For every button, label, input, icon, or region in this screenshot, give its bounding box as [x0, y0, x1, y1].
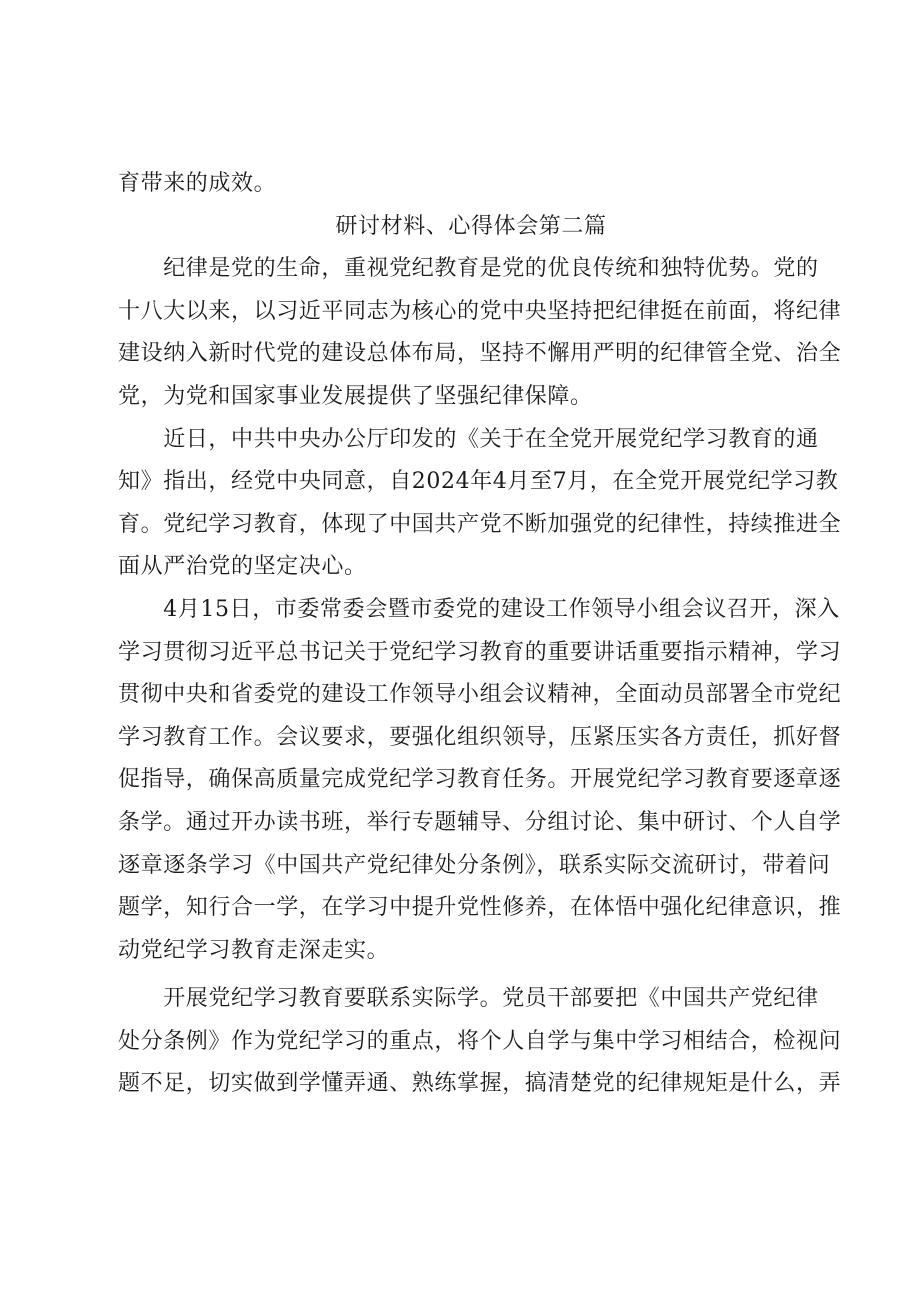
paragraph-line: 促指导，确保高质量完成党纪学习教育任务。开展党纪学习教育要逐章逐 [118, 767, 842, 793]
paragraph-line: 题学，知行合一学，在学习中提升党性修养，在体悟中强化纪律意识，推 [118, 895, 842, 921]
opening-fragment: 育带来的成效。 [118, 171, 277, 196]
paragraph-line: 开展党纪学习教育要联系实际学。党员干部要把《中国共产党纪律 [118, 986, 819, 1012]
paragraph-2 [118, 419, 842, 589]
paragraph-line: 逐章逐条学习《中国共产党纪律处分条例》，联系实际交流研讨，带着问 [118, 852, 831, 878]
paragraph-line: 处分条例》作为党纪学习的重点，将个人自学与集中学习相结合，检视问 [118, 1028, 842, 1054]
paragraph-line: 党，为党和国家事业发展提供了坚强纪律保障。 [118, 383, 593, 409]
paragraph-3 [118, 589, 842, 972]
paragraph-line: 纪律是党的生命，重视党纪教育是党的优良传统和独特优势。党的 [118, 256, 819, 282]
paragraph-line: 面从严治党的坚定决心。 [118, 554, 367, 580]
paragraph-line: 动党纪学习教育走深走实。 [118, 937, 390, 963]
paragraph-line: 学习教育工作。会议要求，要强化组织领导，压紧压实各方责任，抓好督 [118, 724, 842, 750]
document-body [118, 163, 842, 1106]
paragraph-4 [118, 978, 842, 1106]
paragraph-line: 条学。通过开办读书班，举行专题辅导、分组讨论、集中研讨、个人自学 [118, 809, 842, 835]
paragraph-line: 题不足，切实做到学懂弄通、熟练掌握，搞清楚党的纪律规矩是什么，弄 [118, 1071, 842, 1097]
paragraph-line: 近日，中共中央办公厅印发的《关于在全党开展党纪学习教育的通 [118, 426, 819, 452]
paragraph-1 [118, 248, 842, 418]
paragraph-line: 学习贯彻习近平总书记关于党纪学习教育的重要讲话重要指示精神，学习 [118, 639, 842, 665]
paragraph-line: 十八大以来，以习近平同志为核心的党中央坚持把纪律挺在前面，将纪律 [118, 298, 842, 324]
paragraph-line: 知》指出，经党中央同意，自2024年4月至7月，在全党开展党纪学习教 [118, 469, 839, 495]
paragraph-line: 4月15日，市委常委会暨市委党的建设工作领导小组会议召开，深入 [118, 596, 840, 622]
paragraph-line: 贯彻中央和省委党的建设工作领导小组会议精神，全面动员部署全市党纪 [118, 682, 842, 708]
paragraph-line: 育。党纪学习教育，体现了中国共产党不断加强党的纪律性，持续推进全 [118, 511, 842, 537]
paragraph-line: 建设纳入新时代党的建设总体布局，坚持不懈用严明的纪律管全党、治全 [118, 341, 842, 367]
section-title: 研讨材料、心得体会第二篇 [335, 213, 607, 239]
